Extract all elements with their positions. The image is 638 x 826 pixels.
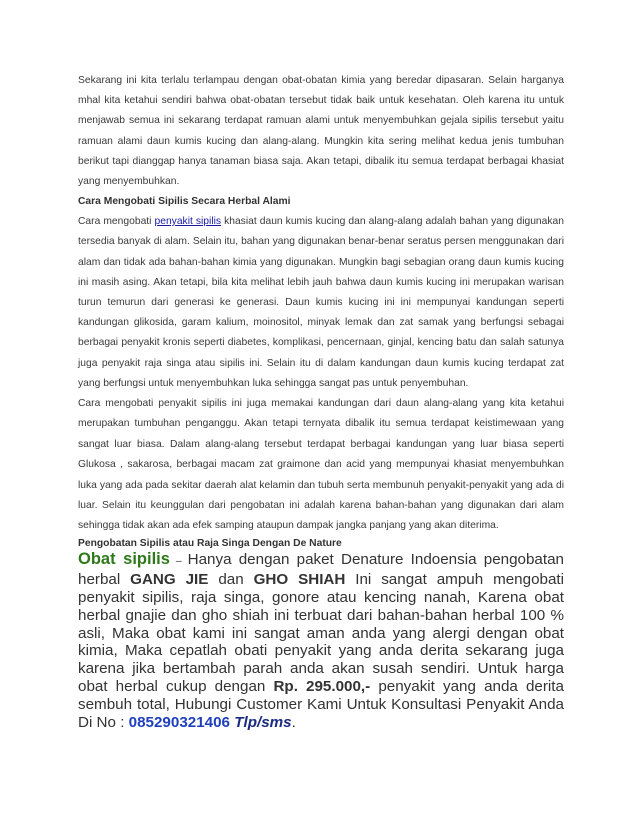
phone-number: 085290321406: [128, 714, 230, 732]
promo-text-2: Ini sangat ampuh mengobati penyakit sipilis, raja singa, gonore atau kencing nanah, Karena obat herbal gnajie dan gho shiah ini terbuat dari bahan-bahan herbal 100 % asli, Maka obat kami ini sangat aman anda yang alergi dengan obat kimia, Maka cepatlah obati penyakit yang anda derita sekarang juga karena jika bertambah parah anda akan susah sendiri. Untuk harga obat herbal cukup dengan: [78, 570, 564, 696]
promo-end: .: [291, 714, 296, 732]
intro-paragraph: Sekarang ini kita terlalu terlampau dengan obat-obatan kimia yang beredar dipasaran. Selain harganya mhal kita ketahui sendiri bahwa obat-obatan tersebut tidak baik untuk kesehatan. Oleh karena itu untuk menjawab semua ini sekarang terdapat ramuan alami untuk menyembuhkan gejala sipilis tersebut yaitu ramuan alami daun kumis kucing dan alang-alang. Mungkin kita sering melihat kedua jenis tumbuhan berikut tapi dianggap hanya tanaman biasa saja. Akan tetapi, dibalik itu semua terdapat berbagai khasiat yang menyembuhkan.: [78, 75, 564, 188]
price: Rp. 295.000,-: [273, 678, 371, 696]
product-gho-shiah: GHO SHIAH: [253, 570, 346, 588]
promo-conjunction: dan: [208, 570, 254, 588]
promo-text-1: Hanya dengan paket Denature Indoensia pengobatan herbal: [78, 550, 564, 588]
phone-suffix: Tlp/sms: [230, 714, 292, 732]
herbal-paragraph-rest: khasiat daun kumis kucing dan alang-alang adalah bahan yang digunakan tersedia banyak di alam. Selain itu, bahan yang digunakan benar-benar seratus persen menggunakan dari alam dan tidak ada bahan-bahan kimia yang digunakan. Mungkin bagi sebagian orang daun kumis kucing ini masih asing. Akan tetapi, bila kita melihat lebih jauh bahwa daun kumis kucing ini merupakan warisan turun temurun dari generasi ke generasi. Daun kumis kucing ini ini mempunyai kandungan seperti kandungan glikosida, garam kalium, moinositol, minyak lemak dan zat samak yang berfungsi sebagai berbagai penyakit kronis seperti diabetes, komplikasi, pencernaan, ginjal, kencing batu dan salah satunya juga penyakit raja singa atau sipilis ini. Selain itu di dalam kandungan daun kumis kucing terdapat zat yang berfungsi untuk menyembuhkan luka sehingga sangat pas untuk penyembuhan.: [78, 216, 564, 389]
section-heading-denature: Pengobatan Sipilis atau Raja Singa Dengan De Nature: [78, 537, 342, 549]
product-gang-jie: GANG JIE: [130, 570, 209, 588]
herbal-paragraph: [78, 212, 564, 394]
document-page: [78, 71, 564, 732]
alang-alang-paragraph: Cara mengobati penyakit sipilis ini juga memakai kandungan dari daun alang-alang yang kita ketahui merupakan tumbuhan penganggu. Akan tetapi ternyata dibalik itu semua terdapat keistimewaan yang sangat luar biasa. Dalam alang-alang tersebut terdapat berbagai kandungan yang luar biasa seperti Glukosa , sakarosa, berbagai macam zat graimone dan acid yang mempunyai khasiat menyembuhkan luka yang ada pada sekitar daerah alat kelamin dan tubuh serta membunuh penyakit-penyakit yang ada di luar. Selain itu keunggulan dari pengobatan ini adalah karena bahan-bahan yang digunakan dari alam sehingga tidak akan ada efek samping ataupun dampak jangka panjang yang akan diterima.: [78, 398, 564, 532]
herbal-paragraph-start: Cara mengobati: [78, 216, 155, 228]
promo-paragraph: [78, 551, 564, 732]
section-heading-herbal: Cara Mengobati Sipilis Secara Herbal Alami: [78, 196, 291, 208]
promo-text-3: penyakit yang anda derita sembuh total, Hubungi Customer Kami Untuk Konsultasi Penyakit Anda Di No :: [78, 678, 564, 732]
obat-sipilis-lead: Obat sipilis: [78, 549, 170, 568]
promo-dash: –: [169, 554, 188, 567]
penyakit-sipilis-link[interactable]: penyakit sipilis: [154, 216, 222, 228]
